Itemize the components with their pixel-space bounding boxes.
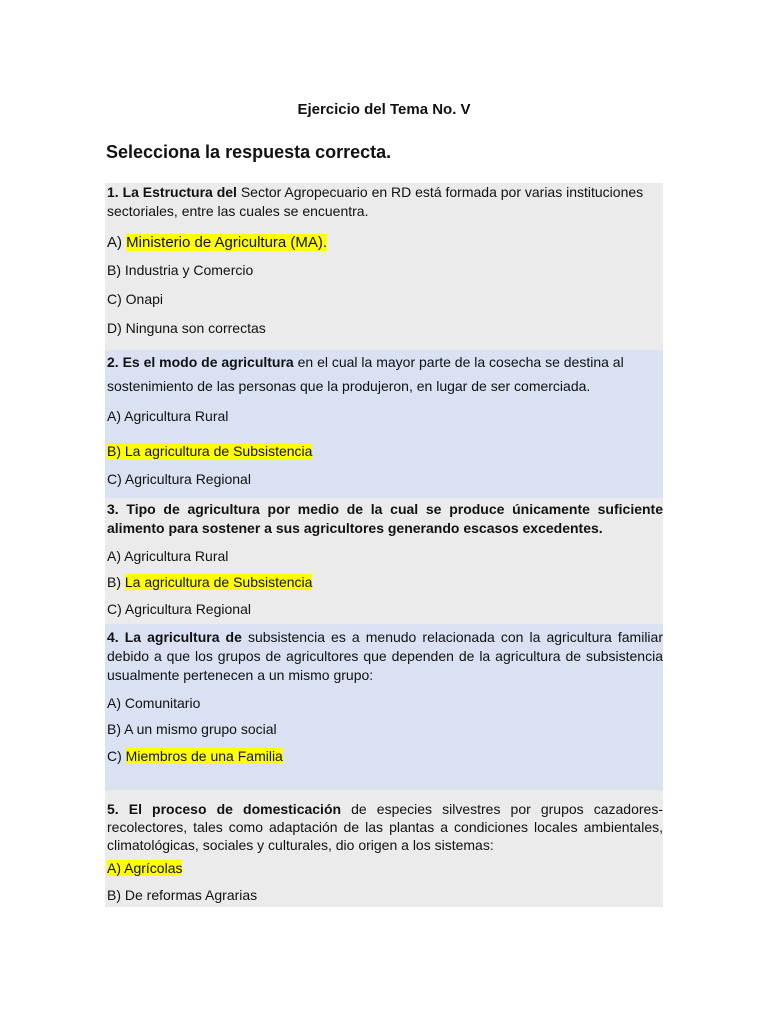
question-5-text [107, 800, 663, 854]
question-2-text [107, 350, 663, 398]
question-1-body: Sector Agropecuario en RD está formada por varias instituciones sectoriales, entre las cuales se encuentra. [107, 184, 644, 219]
question-2-option-c: C) Agricultura Regional [107, 471, 251, 487]
question-1-lead: 1. La Estructura del [107, 184, 237, 200]
answer-highlight: Miembros de una Familia [125, 748, 283, 764]
question-3-option-a: A) Agricultura Rural [107, 548, 229, 564]
question-4-lead: 4. La agricultura de [107, 629, 242, 645]
question-2-option-a: A) Agricultura Rural [107, 408, 229, 424]
answer-highlight: Ministerio de Agricultura (MA). [126, 234, 328, 251]
question-5-option-a [107, 859, 182, 878]
answer-highlight: B) La agricultura de Subsistencia [107, 443, 313, 459]
question-4-body: subsistencia es a menudo relacionada con la agricultura familiar debido a que los grupos de agricultores que dependen de la agricultura de subsistencia usualmente pertenecen a un mismo grupo: [107, 629, 663, 683]
question-1-text [107, 183, 663, 221]
question-4-option-c: C) Miembros de una Familia [107, 748, 283, 764]
question-1-block [105, 183, 663, 350]
question-4-option-b: B) A un mismo grupo social [107, 721, 277, 737]
question-3-option-c: C) Agricultura Regional [107, 601, 251, 617]
question-2-block [105, 350, 663, 498]
question-4-text [107, 628, 663, 685]
question-4-option-a: A) Comunitario [107, 695, 201, 711]
question-1-option-a: A) Ministerio de Agricultura (MA). [107, 234, 328, 251]
question-3-text [107, 500, 663, 538]
question-3-option-b: B) La agricultura de Subsistencia [107, 574, 313, 590]
question-2-body: en el cual la mayor parte de la cosecha se destina al sostenimiento de las personas que la produjeron, en lugar de ser comerciada. [107, 354, 624, 394]
question-3-lead: 3. Tipo de agricultura por medio de la cual se produce únicamente suficiente alimento para sostener a sus agricultores generando escasos excedentes. [107, 501, 663, 536]
question-1-option-d: D) Ninguna son correctas [107, 320, 266, 336]
question-5-lead: 5. El proceso de domesticación [107, 801, 342, 817]
question-1-option-b: B) Industria y Comercio [107, 262, 254, 278]
question-1-option-c: C) Onapi [107, 291, 164, 307]
document-title: Ejercicio del Tema No. V [297, 101, 471, 118]
answer-highlight: La agricultura de Subsistencia [124, 574, 313, 590]
question-3-block [105, 498, 663, 624]
question-5-option-b: B) De reformas Agrarias [107, 887, 258, 903]
question-5-body: de especies silvestres por grupos cazadores-recolectores, tales como adaptación de las plantas a condiciones locales ambientales, climatológicas, sociales y culturales, dio origen a los sistemas: [107, 801, 663, 853]
instruction-heading: Selecciona la respuesta correcta. [106, 142, 392, 162]
question-2-option-b [107, 442, 312, 461]
question-5-block [105, 790, 663, 907]
question-4-block [105, 624, 663, 790]
question-2-lead: 2. Es el modo de agricultura [107, 354, 294, 370]
answer-highlight: A) Agrícolas [107, 860, 183, 876]
